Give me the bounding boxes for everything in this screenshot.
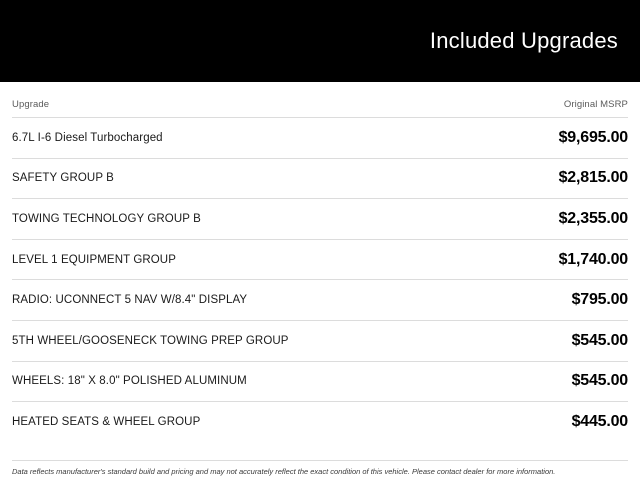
upgrade-name: LEVEL 1 EQUIPMENT GROUP — [12, 253, 176, 266]
page-header — [0, 0, 640, 82]
table-row — [12, 320, 628, 361]
upgrade-price: $445.00 — [571, 412, 628, 430]
table-row — [12, 158, 628, 199]
table-row — [12, 198, 628, 239]
upgrade-price: $795.00 — [571, 291, 628, 309]
upgrade-price: $2,355.00 — [558, 209, 628, 227]
upgrade-name: WHEELS: 18" X 8.0" POLISHED ALUMINUM — [12, 375, 247, 388]
table-row — [12, 117, 628, 158]
page-title: Included Upgrades — [429, 28, 618, 53]
table-row — [12, 279, 628, 320]
table-row — [12, 361, 628, 402]
column-header-original-msrp: Original MSRP — [563, 99, 628, 110]
upgrades-table — [12, 117, 628, 460]
disclaimer-text: Data reflects manufacturer's standard build and pricing and may not accurately reflect the exact condition of this vehicle. Please contact dealer for more information. — [12, 460, 628, 480]
upgrade-price: $545.00 — [571, 331, 628, 349]
column-header-upgrade: Upgrade — [12, 99, 50, 110]
upgrade-price: $1,740.00 — [558, 250, 628, 268]
upgrade-name: 5TH WHEEL/GOOSENECK TOWING PREP GROUP — [12, 334, 289, 347]
upgrade-price: $2,815.00 — [558, 169, 628, 187]
table-row — [12, 401, 628, 442]
upgrade-price: $9,695.00 — [558, 128, 628, 146]
upgrade-price: $545.00 — [571, 372, 628, 390]
upgrade-name: HEATED SEATS & WHEEL GROUP — [12, 415, 201, 428]
upgrade-name: RADIO: UCONNECT 5 NAV W/8.4" DISPLAY — [12, 294, 248, 307]
table-row — [12, 239, 628, 280]
table-column-headers — [12, 82, 628, 117]
upgrade-name: TOWING TECHNOLOGY GROUP B — [12, 212, 201, 225]
upgrades-sheet — [0, 82, 640, 480]
upgrade-name: SAFETY GROUP B — [12, 172, 114, 185]
upgrade-name: 6.7L I-6 Diesel Turbocharged — [12, 131, 163, 144]
